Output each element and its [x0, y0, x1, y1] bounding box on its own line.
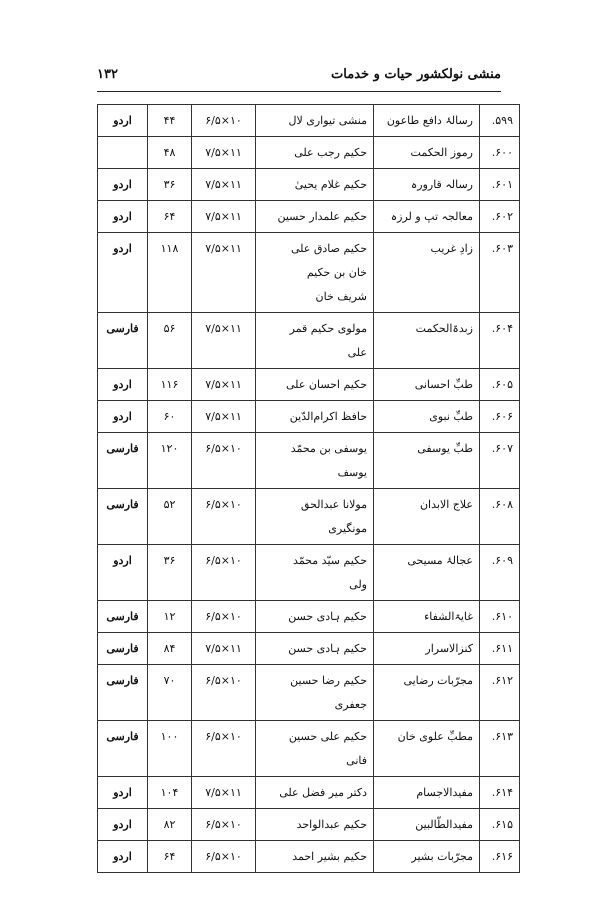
book-language: فارسی	[98, 633, 148, 665]
book-title-line: مطبِّ علوی خان	[397, 730, 473, 743]
book-author-line: حکیم غلام یحییٰ	[294, 178, 367, 191]
entry-number: ۶۰۲.	[480, 201, 520, 233]
book-size: ۱۱×۷/۵	[192, 633, 256, 665]
book-title-line: رسالۂ دافع طاعون	[386, 114, 473, 127]
book-author-line: فانی	[346, 754, 367, 767]
book-author	[256, 105, 374, 137]
book-author-line: حکیم بشیر احمد	[292, 850, 367, 863]
table-row	[98, 233, 520, 313]
book-language: اردو	[98, 105, 148, 137]
book-author-line: حکیم رجب علی	[294, 146, 367, 159]
book-language: اردو	[98, 841, 148, 873]
entry-number: ۶۰۸.	[480, 489, 520, 545]
entry-number: ۶۱۳.	[480, 721, 520, 777]
book-size: ۱۰×۶/۵	[192, 433, 256, 489]
book-title-line: غایۃالشفاء	[424, 610, 473, 623]
book-language: اردو	[98, 201, 148, 233]
book-author	[256, 633, 374, 665]
book-author	[256, 201, 374, 233]
book-title-line: مفیدالطّالبین	[415, 818, 473, 831]
book-title	[374, 809, 480, 841]
book-author	[256, 545, 374, 601]
book-title-line: طبِّ یوسفی	[417, 442, 473, 455]
book-title-line: کنزالاسرار	[425, 642, 473, 655]
entry-number: ۶۰۳.	[480, 233, 520, 313]
book-author-line: حکیم ہادی حسن	[288, 642, 367, 655]
book-size: ۱۱×۷/۵	[192, 233, 256, 313]
book-title-line: طبِّ احسانی	[414, 378, 473, 391]
table-row	[98, 841, 520, 873]
book-title	[374, 105, 480, 137]
header-rule	[97, 91, 501, 92]
page-count: ۱۰۴	[148, 777, 192, 809]
book-title-line: زبدۃالحکمت	[415, 322, 473, 335]
book-author-line: منشی تیواری لال	[288, 114, 367, 127]
book-size: ۱۰×۶/۵	[192, 489, 256, 545]
book-author-line: حکیم سیّد محمّد	[293, 554, 367, 567]
book-language: فارسی	[98, 433, 148, 489]
page-count: ۵۲	[148, 489, 192, 545]
table-row	[98, 313, 520, 369]
page-count: ۳۶	[148, 545, 192, 601]
book-language: فارسی	[98, 489, 148, 545]
book-language: اردو	[98, 809, 148, 841]
book-title	[374, 545, 480, 601]
book-author-line: حکیم عبدالواحد	[296, 818, 367, 831]
entry-number: ۶۰۵.	[480, 369, 520, 401]
book-size: ۱۱×۷/۵	[192, 401, 256, 433]
page-count: ۶۰	[148, 401, 192, 433]
book-author-line: حکیم ہادی حسن	[288, 610, 367, 623]
entry-number: ۶۰۰.	[480, 137, 520, 169]
page-count: ۱۰۰	[148, 721, 192, 777]
book-language	[98, 137, 148, 169]
book-title-line: معالجہ تپ و لرزہ	[390, 210, 473, 223]
table-row	[98, 665, 520, 721]
book-title-line: علاج الابدان	[419, 498, 473, 511]
page-count: ۶۴	[148, 201, 192, 233]
table-row	[98, 777, 520, 809]
book-size: ۱۰×۶/۵	[192, 601, 256, 633]
entry-number: ۶۱۲.	[480, 665, 520, 721]
book-author	[256, 777, 374, 809]
book-author-line: دکتر میر فضل علی	[279, 786, 367, 799]
page-count: ۴۴	[148, 105, 192, 137]
book-title	[374, 313, 480, 369]
book-title-line: رسالہ قارورہ	[410, 178, 473, 191]
book-title-line: رموز الحکمت	[410, 146, 473, 159]
page-count: ۸۲	[148, 809, 192, 841]
book-title	[374, 233, 480, 313]
table-row	[98, 105, 520, 137]
book-title-line: طبِّ نبوی	[429, 410, 473, 423]
book-author	[256, 841, 374, 873]
book-size: ۱۰×۶/۵	[192, 545, 256, 601]
book-title	[374, 169, 480, 201]
book-author-line: حکیم علی حسین	[288, 730, 367, 743]
book-size: ۱۰×۶/۵	[192, 721, 256, 777]
book-title-line: مجرّبات رضایی	[403, 674, 473, 687]
table-row	[98, 721, 520, 777]
book-title	[374, 489, 480, 545]
entry-number: ۶۰۱.	[480, 169, 520, 201]
page-count: ۴۸	[148, 137, 192, 169]
page-count: ۱۱۶	[148, 369, 192, 401]
book-author	[256, 233, 374, 313]
book-language: فارسی	[98, 665, 148, 721]
table-row	[98, 433, 520, 489]
book-author-line: حکیم صادق علی	[290, 242, 367, 255]
table-row	[98, 369, 520, 401]
book-size: ۱۱×۷/۵	[192, 777, 256, 809]
book-size: ۱۱×۷/۵	[192, 137, 256, 169]
book-title-line: عجالۂ مسیحی	[407, 554, 473, 567]
book-size: ۱۰×۶/۵	[192, 665, 256, 721]
book-title	[374, 601, 480, 633]
book-size: ۱۱×۷/۵	[192, 369, 256, 401]
entry-number: ۶۱۱.	[480, 633, 520, 665]
page-count: ۶۴	[148, 841, 192, 873]
book-author-line: شریف خان	[315, 290, 367, 303]
entry-number: ۶۱۰.	[480, 601, 520, 633]
book-author-line: یوسفی بن محمّد	[290, 442, 367, 455]
book-language: اردو	[98, 233, 148, 313]
table-row	[98, 809, 520, 841]
book-size: ۱۱×۷/۵	[192, 169, 256, 201]
page-number: ۱۳۲	[97, 67, 118, 82]
book-author	[256, 169, 374, 201]
book-author-line: خان بن حکیم	[306, 266, 367, 279]
book-author-line: مولوی حکیم قمر	[289, 322, 367, 335]
book-size: ۱۱×۷/۵	[192, 201, 256, 233]
entry-number: ۶۰۹.	[480, 545, 520, 601]
page-count: ۵۶	[148, 313, 192, 369]
book-language: فارسی	[98, 601, 148, 633]
book-author	[256, 369, 374, 401]
catalog-body	[98, 105, 520, 873]
book-author-line: حکیم رضا حسین	[290, 674, 367, 687]
book-title	[374, 433, 480, 489]
book-size: ۱۰×۶/۵	[192, 105, 256, 137]
page-count: ۱۲	[148, 601, 192, 633]
book-author-line: مولانا عبدالحق	[300, 498, 367, 511]
book-title-line: مفیدالاجسام	[416, 786, 473, 799]
entry-number: ۶۰۶.	[480, 401, 520, 433]
book-author-line: ولی	[349, 578, 367, 591]
book-author	[256, 601, 374, 633]
running-header	[97, 64, 501, 88]
page-count: ۷۰	[148, 665, 192, 721]
table-row	[98, 169, 520, 201]
table-row	[98, 401, 520, 433]
book-author-line: حکیم علمدار حسین	[277, 210, 367, 223]
book-author	[256, 489, 374, 545]
book-author	[256, 665, 374, 721]
page-count: ۸۴	[148, 633, 192, 665]
book-author-line: مونگیری	[328, 522, 367, 535]
entry-number: ۶۱۴.	[480, 777, 520, 809]
book-title	[374, 721, 480, 777]
table-row	[98, 201, 520, 233]
book-author-line: حافظ اکرام‌الدّین	[289, 410, 367, 423]
book-author	[256, 401, 374, 433]
book-language: اردو	[98, 777, 148, 809]
book-author-line: یوسف	[337, 466, 367, 479]
table-row	[98, 489, 520, 545]
book-title	[374, 777, 480, 809]
book-size: ۱۱×۷/۵	[192, 313, 256, 369]
book-author-line: حکیم احسان علی	[286, 378, 367, 391]
book-language: فارسی	[98, 313, 148, 369]
entry-number: ۶۰۷.	[480, 433, 520, 489]
book-title	[374, 369, 480, 401]
book-title-line: زادِ غریب	[430, 242, 473, 255]
book-title-line: مجرّبات بشیر	[411, 850, 473, 863]
book-title	[374, 665, 480, 721]
entry-number: ۵۹۹.	[480, 105, 520, 137]
book-language: فارسی	[98, 721, 148, 777]
table-row	[98, 545, 520, 601]
entry-number: ۶۰۴.	[480, 313, 520, 369]
page-count: ۱۲۰	[148, 433, 192, 489]
book-author-line: جعفری	[334, 698, 367, 711]
book-title	[374, 633, 480, 665]
book-author	[256, 313, 374, 369]
book-author	[256, 721, 374, 777]
page-count: ۳۶	[148, 169, 192, 201]
book-size: ۱۰×۶/۵	[192, 809, 256, 841]
book-size: ۱۰×۶/۵	[192, 841, 256, 873]
entry-number: ۶۱۵.	[480, 809, 520, 841]
book-author-line: علی	[347, 346, 367, 359]
running-title: منشی نولکشور حیات و خدمات	[331, 67, 501, 82]
table-row	[98, 633, 520, 665]
book-language: اردو	[98, 369, 148, 401]
catalog-table	[97, 104, 520, 873]
book-author	[256, 809, 374, 841]
entry-number: ۶۱۶.	[480, 841, 520, 873]
book-author	[256, 137, 374, 169]
book-title	[374, 137, 480, 169]
book-title	[374, 841, 480, 873]
table-row	[98, 137, 520, 169]
book-title	[374, 201, 480, 233]
book-language: اردو	[98, 401, 148, 433]
book-language: اردو	[98, 169, 148, 201]
page-count: ۱۱۸	[148, 233, 192, 313]
table-row	[98, 601, 520, 633]
book-title	[374, 401, 480, 433]
book-language: اردو	[98, 545, 148, 601]
book-author	[256, 433, 374, 489]
